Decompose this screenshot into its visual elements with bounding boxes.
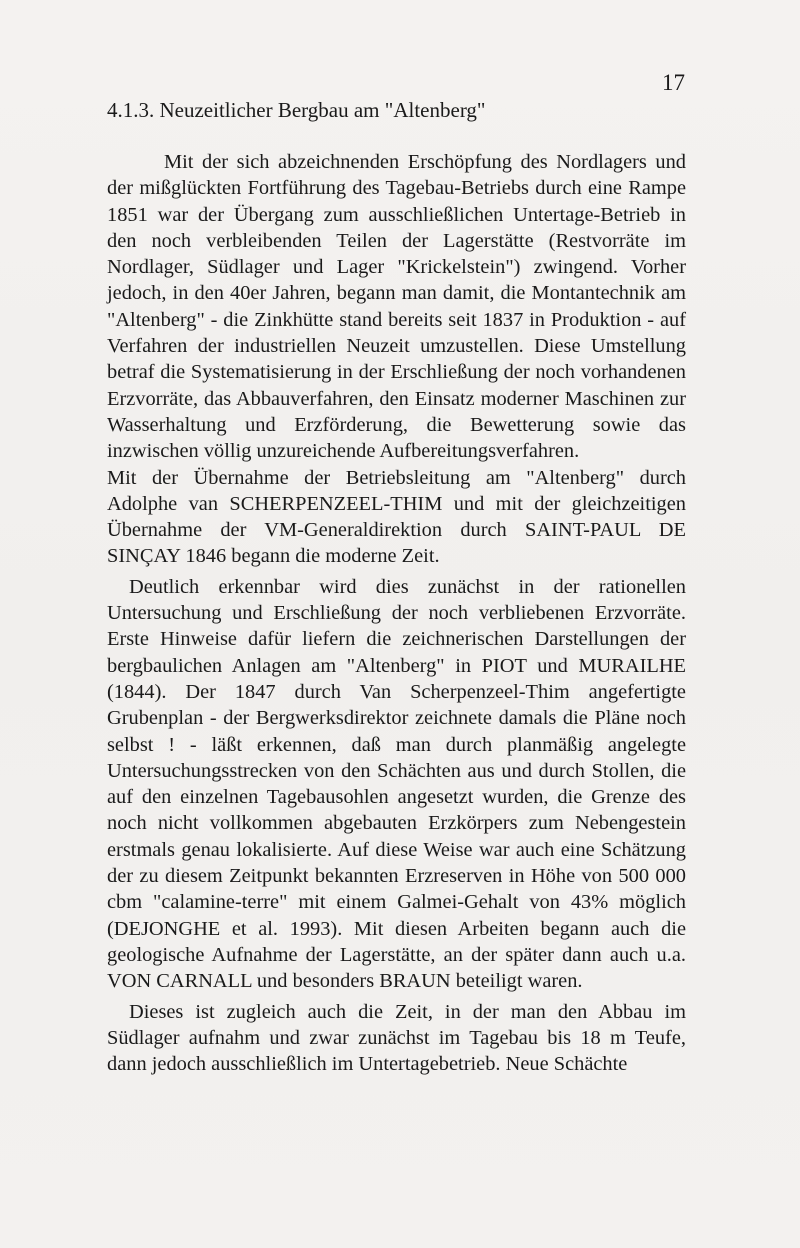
paragraph: Mit der sich abzeichnenden Erschöpfung des Nordlagers und der mißglückten Fortführung des Tagebau-Betriebs durch eine Rampe 1851 war der Übergang zum ausschließlichen Untertage-Betrieb in den noch verbleibenden Teilen der Lagerstätte (Restvorräte im Nordlager, Südlager und Lager "Krickelstein") zwingend. Vorher jedoch, in den 40er Jahren, begann man damit, die Montantechnik am "Altenberg" - die Zinkhütte stand bereits seit 1837 in Produktion - auf Verfahren der industriellen Neuzeit umzustellen. Diese Umstellung betraf die Systematisierung in der Erschließung der noch vorhandenen Erzvorräte, das Abbauverfahren, den Einsatz moderner Maschinen zur Wasserhaltung und Erzförderung, die Bewetterung sowie das inzwischen völlig unzureichende Aufbereitungsverfahren. — [107, 151, 686, 463]
page-number: 17 — [662, 70, 685, 95]
body-text — [107, 149, 686, 1077]
paragraph: Deutlich erkennbar wird dies zunächst in der rationellen Untersuchung und Erschließung der noch verbliebenen Erzvorräte. Erste Hinweise dafür liefern die zeichnerischen Darstellungen der bergbaulichen Anlagen am "Altenberg" in PIOT und MURAILHE (1844). Der 1847 durch Van Scherpenzeel-Thim angefertigte Grubenplan - der Bergwerksdirektor zeichnete damals die Pläne noch selbst ! - läßt erkennen, daß man durch planmäßig angelegte Untersuchungsstrecken von den Schächten aus und durch Stollen, die auf den einzelnen Tagebausohlen angesetzt wurden, die Grenze des noch nicht vollkommen abgebauten Erzkörpers zum Nebengestein erstmals genau lokalisierte. Auf diese Weise war auch eine Schätzung der zu diesem Zeitpunkt bekannten Erzreserven in Höhe von 500 000 cbm "calamine-terre" mit einem Galmei-Gehalt von 43% möglich (DEJONGHE et al. 1993). Mit diesen Arbeiten begann auch die geologische Aufnahme der Lagerstätte, an der später dann auch u.a. VON CARNALL und besonders BRAUN beteiligt waren. — [107, 575, 686, 993]
paragraph: Mit der Übernahme der Betriebsleitung am "Altenberg" durch Adolphe van SCHERPENZEEL-THIM und mit der gleichzeitigen Übernahme der VM-Generaldirektion durch SAINT-PAUL DE SINÇAY 1846 begann die moderne Zeit. — [107, 466, 686, 568]
section-heading: 4.1.3. Neuzeitlicher Bergbau am "Altenberg" — [107, 98, 486, 122]
paragraph: Dieses ist zugleich auch die Zeit, in der man den Abbau im Südlager aufnahm und zwar zunächst im Tagebau bis 18 m Teufe, dann jedoch ausschließlich im Untertagebetrieb. Neue Schächte — [107, 1000, 686, 1076]
